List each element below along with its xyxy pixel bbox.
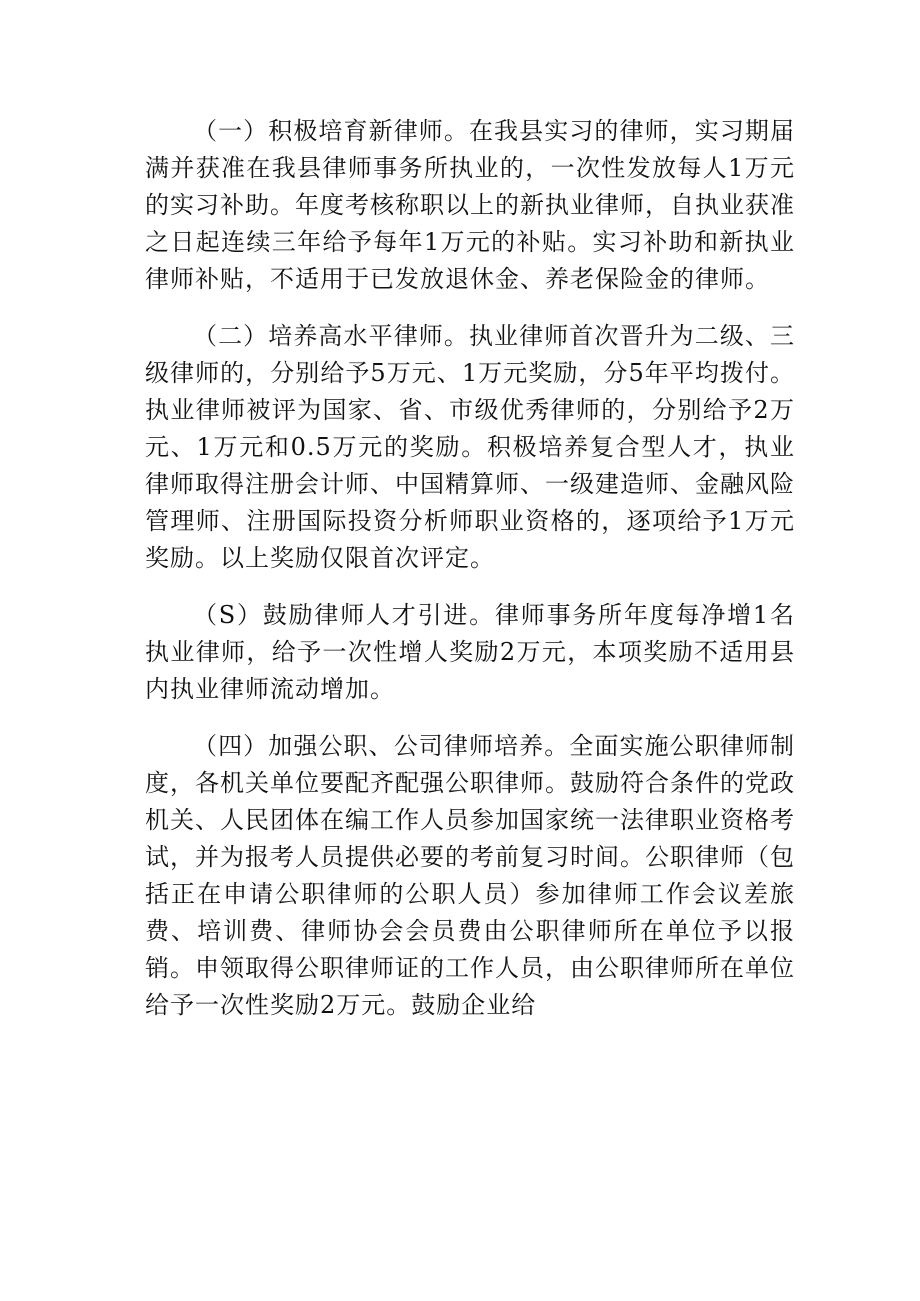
paragraph-lawyer-talent-introduction: （S）鼓励律师人才引进。律师事务所年度每净增1名执业律师，给予一次性增人奖励2万元，本项奖励不适用县内执业律师流动增加。 bbox=[145, 601, 795, 703]
paragraph-public-corporate-lawyers: （四）加强公职、公司律师培养。全面实施公职律师制度，各机关单位要配齐配强公职律师。鼓励符合条件的党政机关、人民团体在编工作人员参加国家统一法律职业资格考试，并为报考人员提供必要的考前复习时间。公职律师（包括正在申请公职律师的公职人员）参加律师工作会议差旅费、培训费、律师协会会员费由公职律师所在单位予以报销。申领取得公职律师证的工作人员，由公职律师所在单位给予一次性奖励2万元。鼓励企业给 bbox=[145, 732, 795, 1019]
paragraph-cultivate-new-lawyers: （一）积极培育新律师。在我县实习的律师，实习期届满并获准在我县律师事务所执业的，一次性发放每人1万元的实习补助。年度考核称职以上的新执业律师，自执业获准之日起连续三年给予每年1万元的补贴。实习补助和新执业律师补贴，不适用于已发放退休金、养老保险金的律师。 bbox=[145, 117, 795, 293]
paragraph-train-high-level-lawyers: （二）培养高水平律师。执业律师首次晋升为二级、三级律师的，分别给予5万元、1万元奖励，分5年平均拨付。执业律师被评为国家、省、市级优秀律师的，分别给予2万元、1万元和0.5万元的奖励。积极培养复合型人才，执业律师取得注册会计师、中国精算师、一级建造师、金融风险管理师、注册国际投资分析师职业资格的，逐项给予1万元奖励。以上奖励仅限首次评定。 bbox=[145, 322, 795, 572]
document-body bbox=[145, 113, 795, 1044]
